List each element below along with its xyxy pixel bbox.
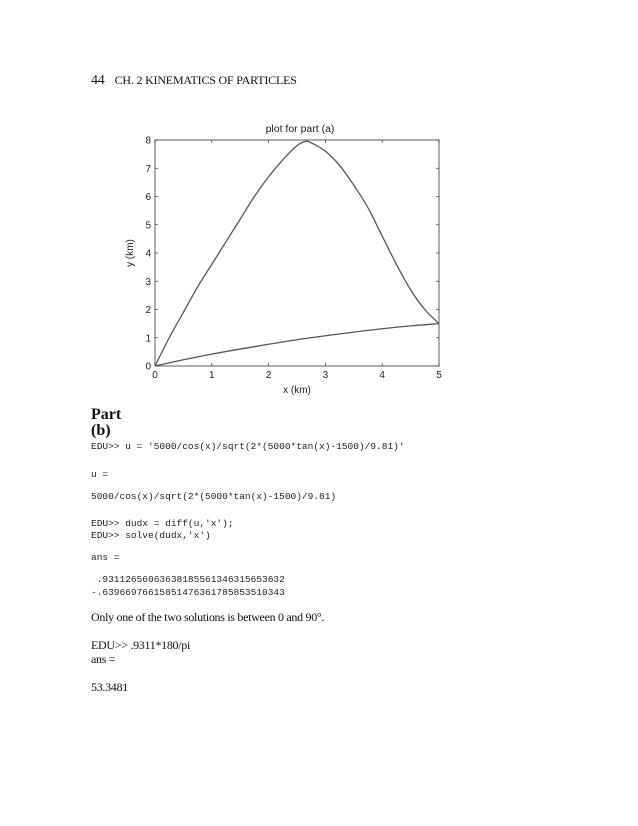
note-text: Only one of the two solutions is between 0 and 90°. bbox=[91, 610, 325, 624]
output-label: u = bbox=[91, 469, 109, 480]
section-heading: Part (b) bbox=[91, 406, 122, 439]
final-answer-label: ans = bbox=[91, 652, 116, 666]
command-line: EDU>> u = '5000/cos(x)/sqrt(2*(5000*tan(x)-1500)/9.81)' bbox=[91, 441, 405, 452]
y-tick-label: 6 bbox=[145, 192, 151, 203]
series-line-1 bbox=[155, 141, 439, 366]
x-axis-label: x (km) bbox=[283, 385, 311, 396]
final-command: EDU>> .9311*180/pi bbox=[91, 638, 191, 652]
x-tick-label: 2 bbox=[265, 370, 272, 381]
y-axis-label: y (km) bbox=[125, 239, 136, 267]
y-tick-label: 3 bbox=[145, 276, 151, 288]
y-tick-label: 2 bbox=[145, 305, 151, 316]
final-result: 53.3481 bbox=[91, 680, 128, 694]
command-line: EDU>> solve(dudx,'x') bbox=[91, 530, 211, 541]
chapter-title: CH. 2 KINEMATICS OF PARTICLES bbox=[114, 73, 297, 87]
plot-frame bbox=[155, 140, 439, 366]
x-tick-label: 3 bbox=[322, 370, 329, 381]
output-value: 5000/cos(x)/sqrt(2*(5000*tan(x)-1500)/9.81) bbox=[91, 491, 337, 502]
command-line: EDU>> dudx = diff(u,'x'); bbox=[91, 518, 234, 529]
page-header bbox=[91, 73, 297, 89]
x-tick-label: 1 bbox=[209, 370, 215, 381]
page-number: 44 bbox=[91, 73, 105, 88]
chart-title: plot for part (a) bbox=[265, 123, 335, 135]
y-tick-label: 0 bbox=[145, 361, 151, 373]
answer-value: -.63966976615851476361785853510343 bbox=[91, 587, 285, 598]
answer-value: .93112656063638185561346315653632 bbox=[91, 574, 285, 585]
y-tick-label: 7 bbox=[145, 163, 151, 175]
series-line-2 bbox=[155, 324, 439, 366]
y-tick-label: 1 bbox=[145, 333, 151, 345]
x-tick-label: 0 bbox=[152, 370, 158, 381]
x-tick-label: 5 bbox=[436, 370, 442, 381]
trajectory-chart bbox=[120, 118, 450, 403]
y-tick-label: 8 bbox=[145, 135, 151, 147]
y-tick-label: 4 bbox=[145, 248, 151, 260]
x-tick-label: 4 bbox=[379, 370, 385, 381]
answer-label: ans = bbox=[91, 552, 120, 563]
y-tick-label: 5 bbox=[145, 220, 151, 232]
